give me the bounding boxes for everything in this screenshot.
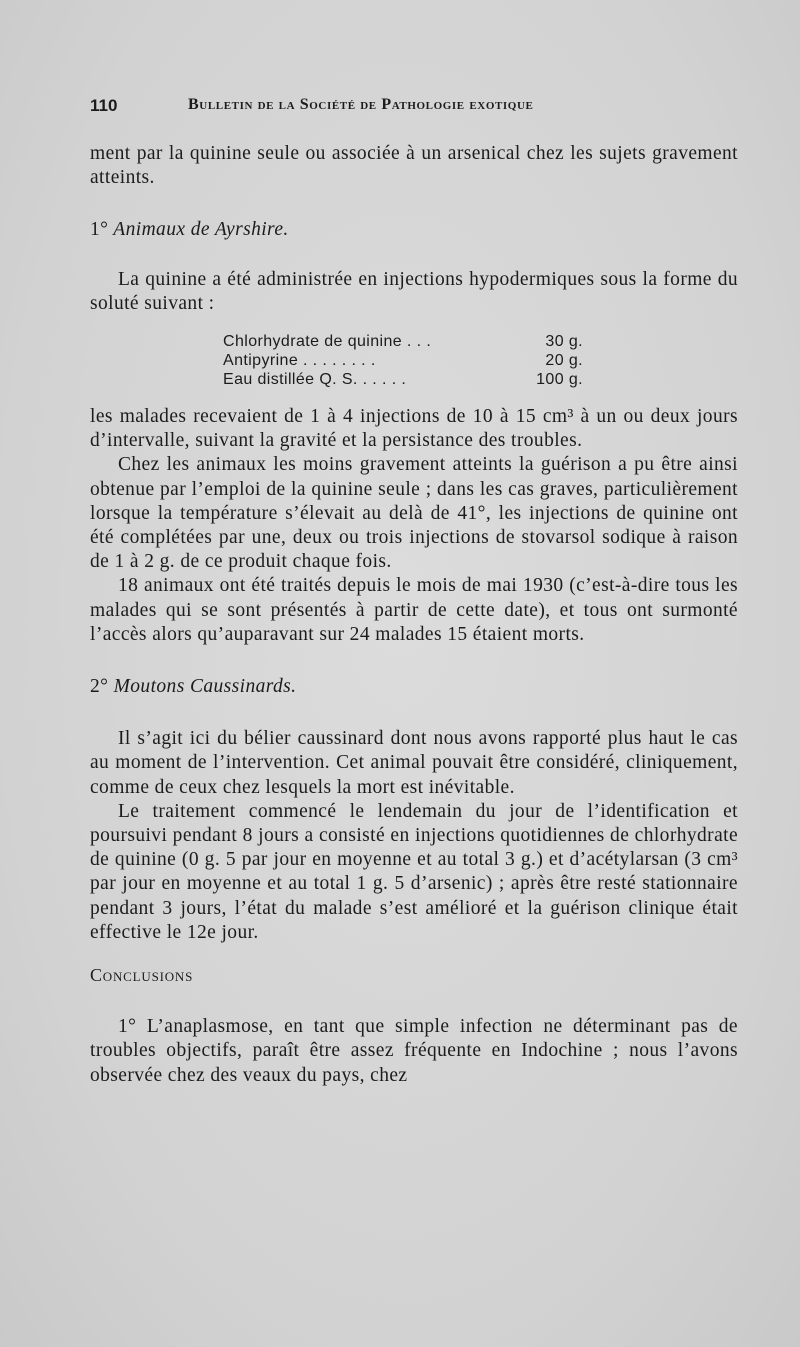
paragraph-7: Le traitement commencé le lendemain du jour de l’identification et poursuivi pendant 8 jours a consisté en injections quotidiennes de chlorhydrate de quinine (0 g. 5 par jour en moyenne et au total 3 g.) et d’acétylarsan (3 cm³ par jour en moyenne et au total 1 g. 5 d’arsenic) ; après être resté stationnaire pendant 3 jours, l’état du malade s’est amélioré et la guérison clinique était effective le 12e jour.: [90, 800, 738, 943]
formula-ingredient: Chlorhydrate de quinine . . .: [223, 333, 432, 351]
paragraph-2: La quinine a été administrée en injections hypodermiques sous la forme du soluté suivant :: [90, 268, 738, 314]
section-title: Animaux de Ayrshire.: [113, 219, 289, 241]
article-body: [90, 142, 738, 1088]
formula-ingredient: Antipyrine . . . . . . . .: [223, 352, 376, 370]
formula-amount: 100 g.: [536, 371, 583, 389]
section-number: 2°: [90, 676, 109, 698]
section-title: Moutons Caussinards.: [113, 676, 297, 698]
conclusions-heading: Conclusions: [90, 965, 194, 986]
formula-amount: 20 g.: [545, 352, 583, 370]
running-title: Bulletin de la Société de Pathologie exotique: [188, 96, 534, 113]
paragraph-1: ment par la quinine seule ou associée à un arsenical chez les sujets gravement atteints.: [90, 143, 738, 189]
paragraph-4: Chez les animaux les moins gravement atteints la guérison a pu être ainsi obtenue par l’emploi de la quinine seule ; dans les cas graves, particulièrement lorsque la température s’élevait au delà de 41°, les injections de quinine ont été complétées par une, deux ou trois injections de stovarsol sodique à raison de 1 à 2 g. de ce produit chaque fois.: [90, 454, 738, 573]
formula-table: [223, 332, 583, 389]
paragraph-5: 18 animaux ont été traités depuis le mois de mai 1930 (c’est-à-dire tous les malades qui se sont présentés à partir de cette date), et tous ont surmonté l’accès alors qu’auparavant sur 24 malades 15 étaient morts.: [90, 575, 738, 645]
paragraph-3: les malades recevaient de 1 à 4 injections de 10 à 15 cm³ à un ou deux jours d’intervalle, suivant la gravité et la persistance des troubles.: [90, 406, 738, 452]
formula-row: [223, 351, 583, 370]
page-header: [90, 96, 740, 120]
section-number: 1°: [90, 219, 109, 241]
paragraph-6: Il s’agit ici du bélier caussinard dont nous avons rapporté plus haut le cas au moment de l’intervention. Cet animal pouvait être considéré, cliniquement, comme de ceux chez lesquels la mort est inévitable.: [90, 728, 738, 798]
formula-amount: 30 g.: [545, 333, 583, 351]
formula-ingredient: Eau distillée Q. S. . . . . .: [223, 371, 407, 389]
formula-row: [223, 332, 583, 351]
page-number: 110: [90, 96, 118, 115]
section-heading-ayrshire: [90, 218, 738, 242]
paragraph-8: 1° L’anaplasmose, en tant que simple infection ne déterminant pas de troubles objectifs, paraît être assez fréquente en Indochine ; nous l’avons observée chez des veaux du pays, chez: [90, 1016, 738, 1086]
formula-row: [223, 370, 583, 389]
section-heading-caussinards: [90, 675, 738, 699]
